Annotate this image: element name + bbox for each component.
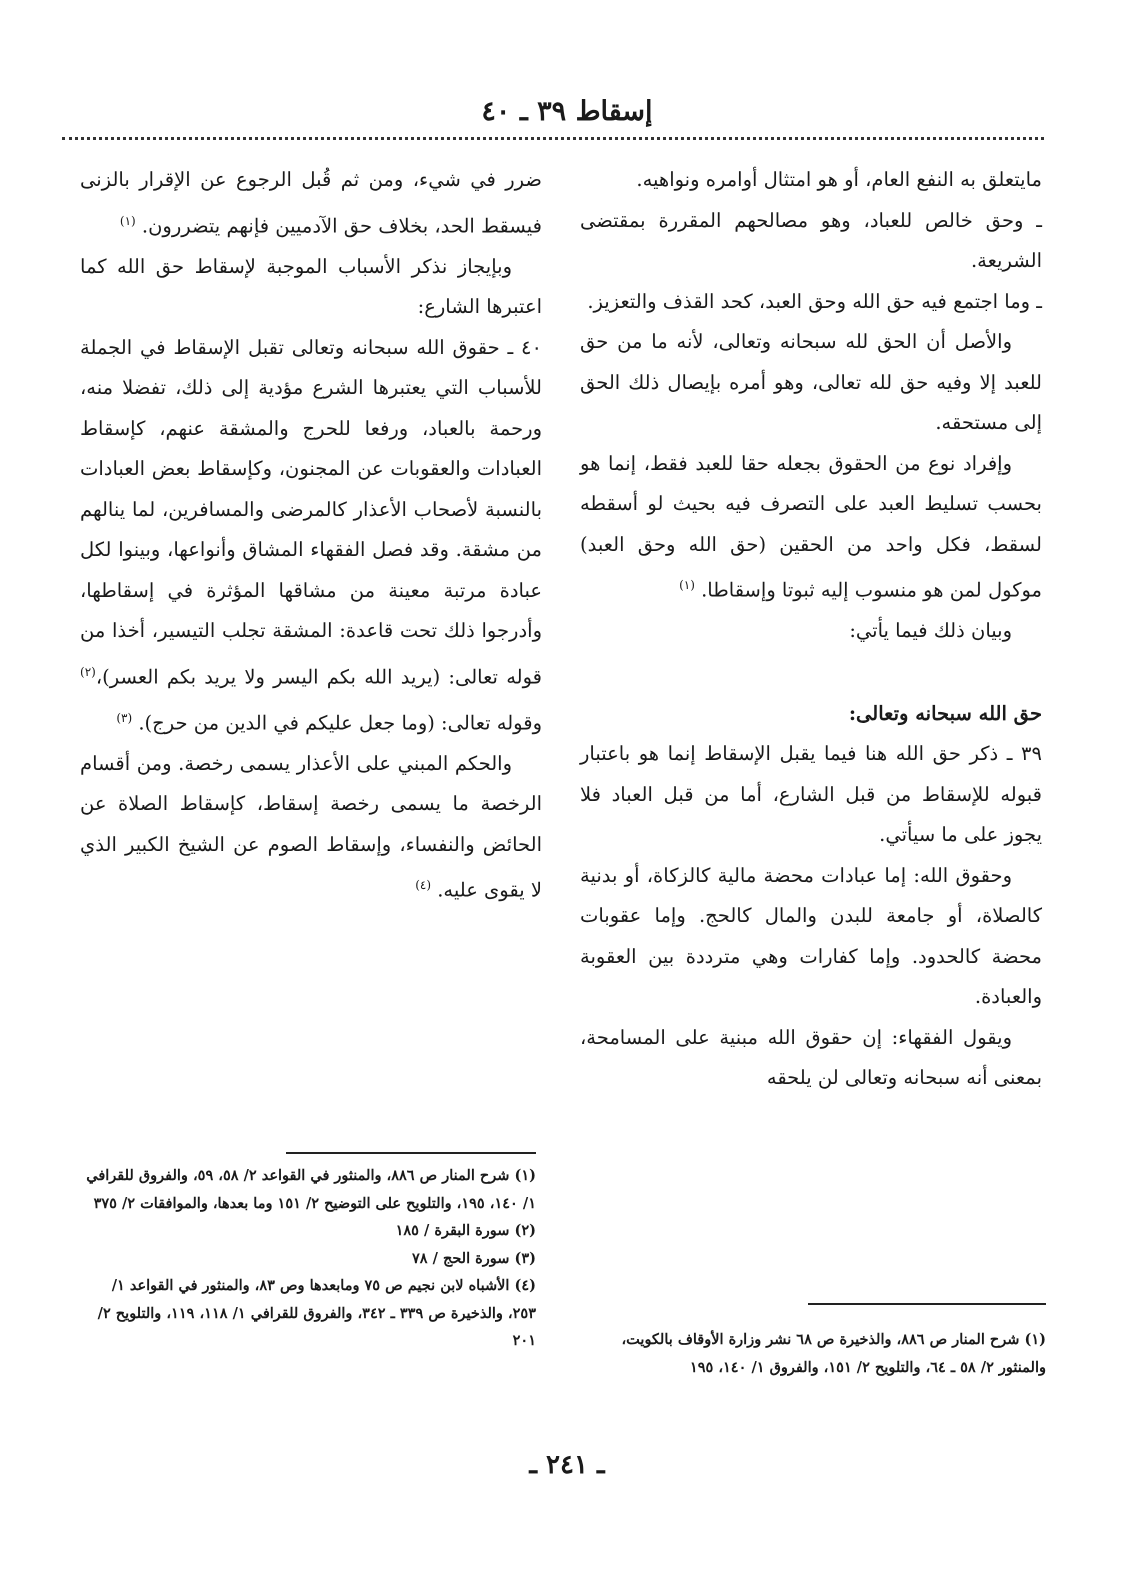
page-number: ـ ٢٤١ ـ: [529, 1450, 605, 1480]
paragraph-text: وإفراد نوع من الحقوق بجعله حقا للعبد فقط، إنما هو بحسب تسليط العبد على التصرف فيه بحيث لو أسقطه لسقط، فكل واحد من الحقين (حق الله وحق العبد) موكول لمن هو منسوب إليه ثبوتا وإسقاطا.: [580, 451, 1042, 602]
footnotes-right: [598, 1326, 1046, 1381]
footnote: (٣) سورة الحج / ٧٨: [411, 1249, 536, 1267]
paragraph: وحقوق الله: إما عبادات محضة مالية كالزكاة، أو بدنية كالصلاة، أو جامعة للبدن والمال كالحج. وإما عقوبات محضة كالحدود. وإما كفارات وهي مترددة بين العقوبة والعبادة.: [580, 863, 1042, 1008]
paragraph: ٣٩ ـ ذكر حق الله هنا فيما يقبل الإسقاط إنما هو باعتبار قبوله للإسقاط من قبل الشارع، أما من قبل العباد فلا يجوز على ما سيأتي.: [580, 742, 1042, 846]
footnote: (٢) سورة البقرة / ١٨٥: [395, 1222, 536, 1239]
paragraph: [80, 160, 542, 247]
paragraph-text: ضرر في شيء، ومن ثم قُبل الرجوع عن الإقرار بالزنى فيسقط الحد، بخلاف حق الآدميين فإنهم يتضررون.: [80, 168, 542, 237]
footnote-ref: (١): [679, 578, 695, 592]
paragraph: [80, 744, 542, 912]
footnote-ref: (٣): [116, 710, 133, 725]
paragraph: والأصل أن الحق لله سبحانه وتعالى، لأنه ما من حق للعبد إلا وفيه حق لله تعالى، وهو أمره بإيصال ذلك الحق إلى مستحقه.: [580, 330, 1042, 434]
section-heading: حق الله سبحانه وتعالى:: [848, 701, 1042, 725]
footnote: (١) شرح المنار ص ٨٨٦، والمنثور في القواعد ٢/ ٥٨، ٥٩، والفروق للقرافي ١/ ١٤٠، ١٩٥، والتلويح على التوضيح ٢/ ١٥١ وما بعدها، والموافقات ٢/ ٣٧٥: [86, 1167, 536, 1212]
paragraph: ـ وما اجتمع فيه حق الله وحق العبد، كحد القذف والتعزيز.: [587, 289, 1042, 313]
right-column: [580, 160, 1042, 1099]
paragraph: ويقول الفقهاء: إن حقوق الله مبنية على المسامحة، بمعنى أنه سبحانه وتعالى لن يلحقه: [580, 1025, 1042, 1089]
paragraph: مايتعلق به النفع العام، أو هو امتثال أوامره ونواهيه.: [636, 168, 1042, 191]
paragraph: وبإيجاز نذكر الأسباب الموجبة لإسقاط حق الله كما اعتبرها الشارع:: [80, 254, 542, 318]
footnote: (١) شرح المنار ص ٨٨٦، والذخيرة ص ٦٨ نشر وزارة الأوقاف بالكويت، والمنثور ٢/ ٥٨ ـ ٦٤، والتلويح ٢/ ١٥١، والفروق ١/ ١٤٠، ١٩٥: [621, 1331, 1046, 1376]
footnote-ref: (٤): [415, 878, 432, 892]
left-column: [80, 160, 542, 911]
footnote-divider: [808, 1303, 1046, 1305]
paragraph: وبيان ذلك فيما يأتي:: [849, 619, 1012, 642]
header-dotted-divider: [62, 137, 1044, 140]
footnote-ref: (١): [119, 213, 136, 228]
paragraph: [580, 444, 1042, 612]
paragraph-text: وقوله تعالى: (وما جعل عليكم في الدين من حرج).: [138, 711, 542, 734]
footnote-ref: (٢): [80, 664, 96, 679]
paragraph-text: والحكم المبني على الأعذار يسمى رخصة. ومن أقسام الرخصة ما يسمى رخصة إسقاط، كإسقاط الصلاة عن الحائض والنفساء، وإسقاط الصوم عن الشيخ الكبير الذي لا يقوى عليه.: [80, 751, 542, 902]
page-header-title: إسقاط ٣٩ ـ ٤٠: [481, 96, 653, 127]
paragraph: ـ وحق خالص للعباد، وهو مصالحهم المقررة بمقتضى الشريعة.: [580, 208, 1042, 272]
footnote-divider: [286, 1152, 536, 1154]
spacer: [580, 652, 1042, 694]
footnotes-left: [84, 1162, 536, 1355]
paragraph: [80, 328, 542, 744]
footnote: (٤) الأشباه لابن نجيم ص ٧٥ ومابعدها وص ٨٣، والمنثور في القواعد ١/ ٢٥٣، والذخيرة ص ٣٣٩ ـ ٣٤٢، والفروق للقرافي ١/ ١١٨، ١١٩، والتلويح ٢/ ٢٠١: [97, 1277, 536, 1349]
paragraph-text: ٤٠ ـ حقوق الله سبحانه وتعالى تقبل الإسقاط في الجملة للأسباب التي يعتبرها الشرع مؤدية إلى ذلك، تفضلا منه، ورحمة بالعباد، ورفعا للحرج والمشقة عنهم، كإسقاط العبادات والعقوبات عن المجنون، وكإسقاط بعض العبادات بالنسبة لأصحاب الأعذار كالمرضى والمسافرين، لما ينالهم من مشقة. وقد فصل الفقهاء المشاق وأنواعها، وبينوا لكل عبادة مرتبة معينة من مشاقها المؤثرة في إسقاطها، وأدرجوا ذلك تحت قاعدة: المشقة تجلب التيسير، أخذا من قوله تعالى: (يريد الله بكم اليسر ولا يريد بكم العسر)،: [80, 335, 542, 688]
